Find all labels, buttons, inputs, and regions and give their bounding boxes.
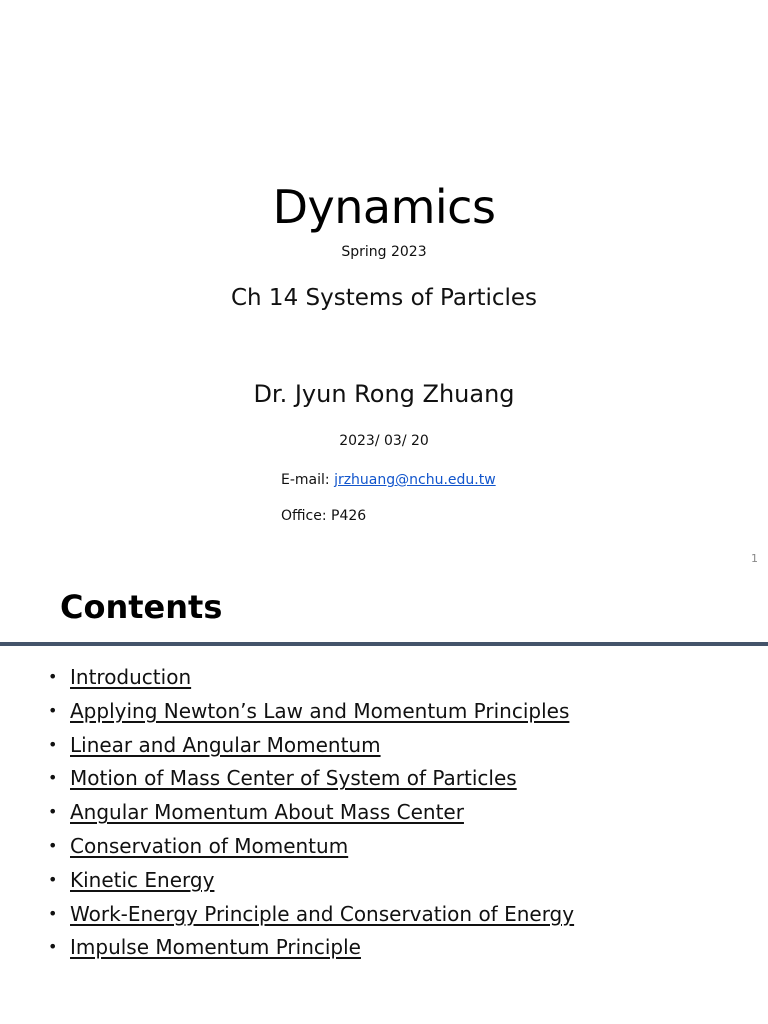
toc-link-impulse-momentum[interactable]: Impulse Momentum Principle — [70, 935, 361, 960]
toc-link-linear-angular-momentum[interactable]: Linear and Angular Momentum — [70, 732, 381, 757]
toc-link-mass-center-motion[interactable]: Motion of Mass Center of System of Particles — [70, 766, 517, 791]
bullet-icon: • — [48, 734, 58, 754]
list-item — [48, 797, 574, 831]
bullet-icon: • — [48, 869, 58, 889]
office-info: Office: P426 — [281, 508, 367, 524]
toc-link-angular-momentum-mass-center[interactable]: Angular Momentum About Mass Center — [70, 800, 464, 825]
list-item — [48, 865, 574, 899]
list-item — [48, 831, 574, 865]
lecture-date: 2023/ 03/ 20 — [339, 433, 429, 449]
list-item — [48, 899, 574, 933]
bullet-icon: • — [48, 903, 58, 923]
contents-list — [48, 662, 574, 966]
bullet-icon: • — [48, 700, 58, 720]
toc-link-introduction[interactable]: Introduction — [70, 665, 192, 689]
contents-slide — [0, 576, 768, 1024]
bullet-icon: • — [48, 937, 58, 957]
list-item — [48, 730, 574, 764]
bullet-icon: • — [48, 768, 58, 788]
email-link[interactable]: jrzhuang@nchu.edu.tw — [334, 472, 496, 488]
title-divider — [0, 642, 768, 646]
toc-link-newtons-law[interactable]: Applying Newton’s Law and Momentum Principles — [70, 698, 570, 723]
list-item — [48, 932, 574, 966]
toc-link-kinetic-energy[interactable]: Kinetic Energy — [70, 867, 215, 892]
term-label: Spring 2023 — [341, 244, 427, 260]
slide-number: 1 — [751, 552, 758, 565]
bullet-icon: • — [48, 802, 58, 822]
contents-title: Contents — [60, 588, 223, 626]
bullet-icon: • — [48, 667, 58, 686]
list-item — [48, 763, 574, 797]
email-row — [281, 470, 496, 490]
author-name: Dr. Jyun Rong Zhuang — [253, 380, 515, 408]
chapter-title: Ch 14 Systems of Particles — [230, 285, 538, 311]
list-item — [48, 662, 574, 696]
email-label: E-mail: — [281, 472, 335, 488]
slide-title: Dynamics — [272, 180, 496, 234]
toc-link-conservation-momentum[interactable]: Conservation of Momentum — [70, 833, 349, 858]
bullet-icon: • — [48, 835, 58, 855]
toc-link-work-energy[interactable]: Work-Energy Principle and Conservation of Energy — [70, 901, 575, 926]
list-item — [48, 696, 574, 730]
